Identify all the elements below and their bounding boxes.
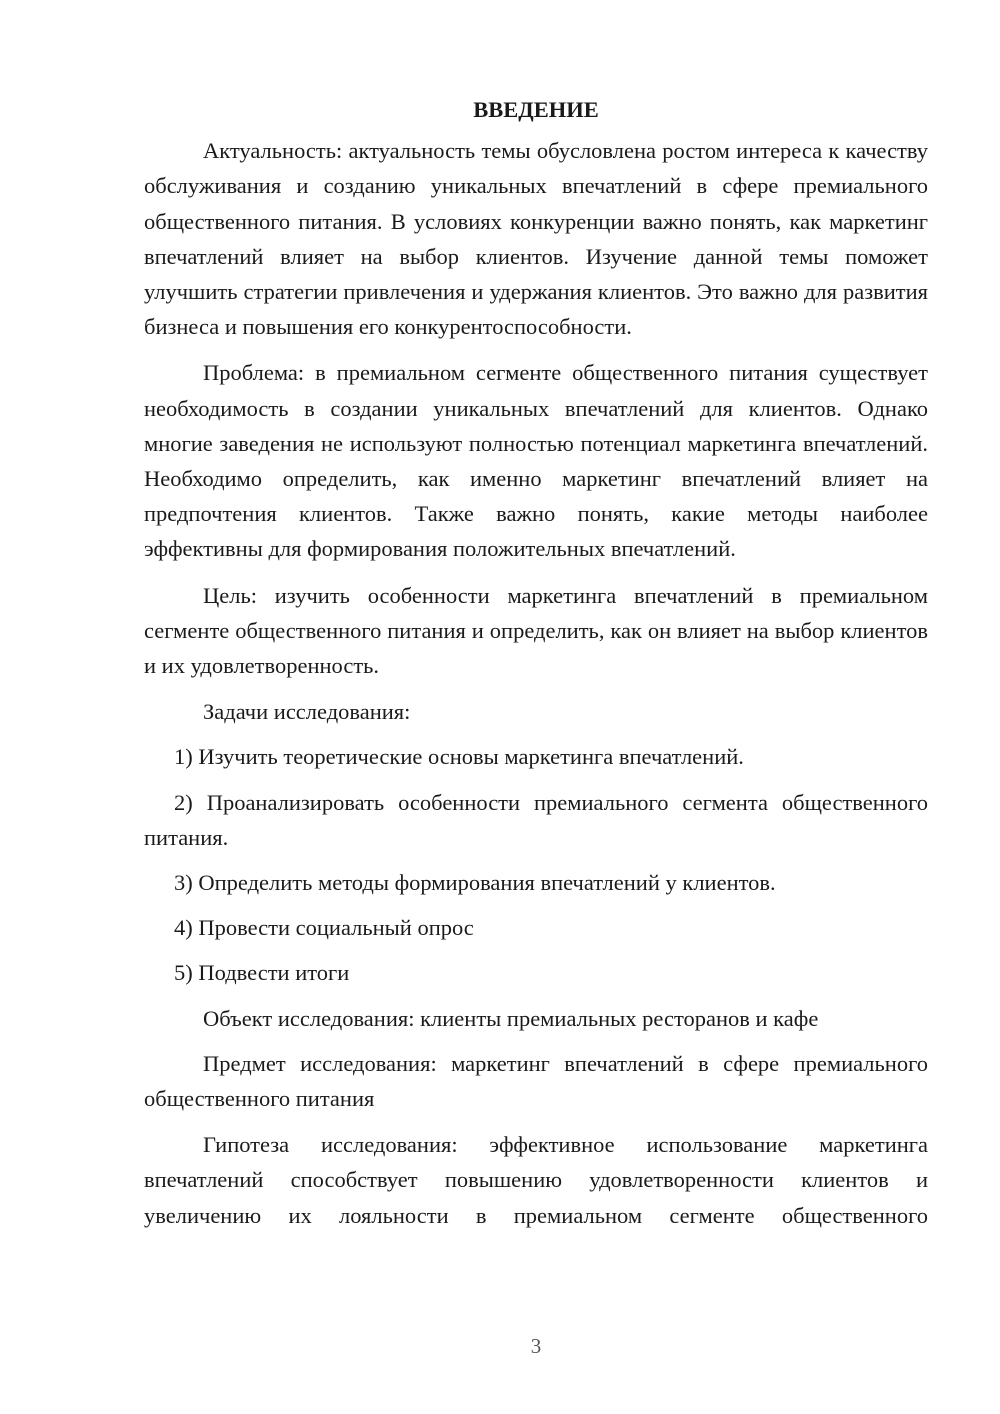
paragraph-goal: Цель: изучить особенности маркетинга впечатлений в премиальном сегменте общественного питания и определить, как он влияет на выбор клиентов и их удовлетворенность. [144,582,928,679]
paragraph-problem: Проблема: в премиальном сегменте общественного питания существует необходимость в создании уникальных впечатлений для клиентов. Однако многие заведения не используют полностью потенциал маркетинга впечатлений. Необходимо определить, как именно маркетинг впечатлений влияет на предпочтения клиентов. Также важно понять, какие методы наиболее эффективны для формирования положительных впечатлений. [144,360,928,562]
paragraph-subject: Предмет исследования: маркетинг впечатлений в сфере премиального общественного питания [144,1050,928,1112]
task-item-3: 3) Определить методы формирования впечатлений у клиентов. [174,870,776,896]
paragraph-relevance: Актуальность: актуальность темы обусловлена ростом интереса к качеству обслуживания и созданию уникальных впечатлений в сфере премиального общественного питания. В условиях конкуренции важно понять, как маркетинг впечатлений влияет на выбор клиентов. Изучение данной темы поможет улучшить стратегии привлечения и удержания клиентов. Это важно для развития бизнеса и повышения его конкурентоспособности. [144,138,928,340]
page-number: 3 [530,1334,542,1358]
paragraph-tasks-heading: Задачи исследования: [203,699,411,725]
task-item-1: 1) Изучить теоретические основы маркетинга впечатлений. [174,744,744,770]
section-title: ВВЕДЕНИЕ [473,97,599,122]
page-content [144,92,928,1244]
paragraph-hypothesis: Гипотеза исследования: эффективное использование маркетинга впечатлений способствует повышению удовлетворенности клиентов и увеличению их лояльности в премиальном сегменте общественного [144,1132,928,1228]
task-item-2: 2) Проанализировать особенности премиального сегмента общественного питания. [144,789,928,850]
paragraph-object: Объект исследования: клиенты премиальных ресторанов и кафе [203,1005,819,1031]
task-item-5: 5) Подвести итоги [174,960,350,986]
task-item-4: 4) Провести социальный опрос [174,915,474,941]
